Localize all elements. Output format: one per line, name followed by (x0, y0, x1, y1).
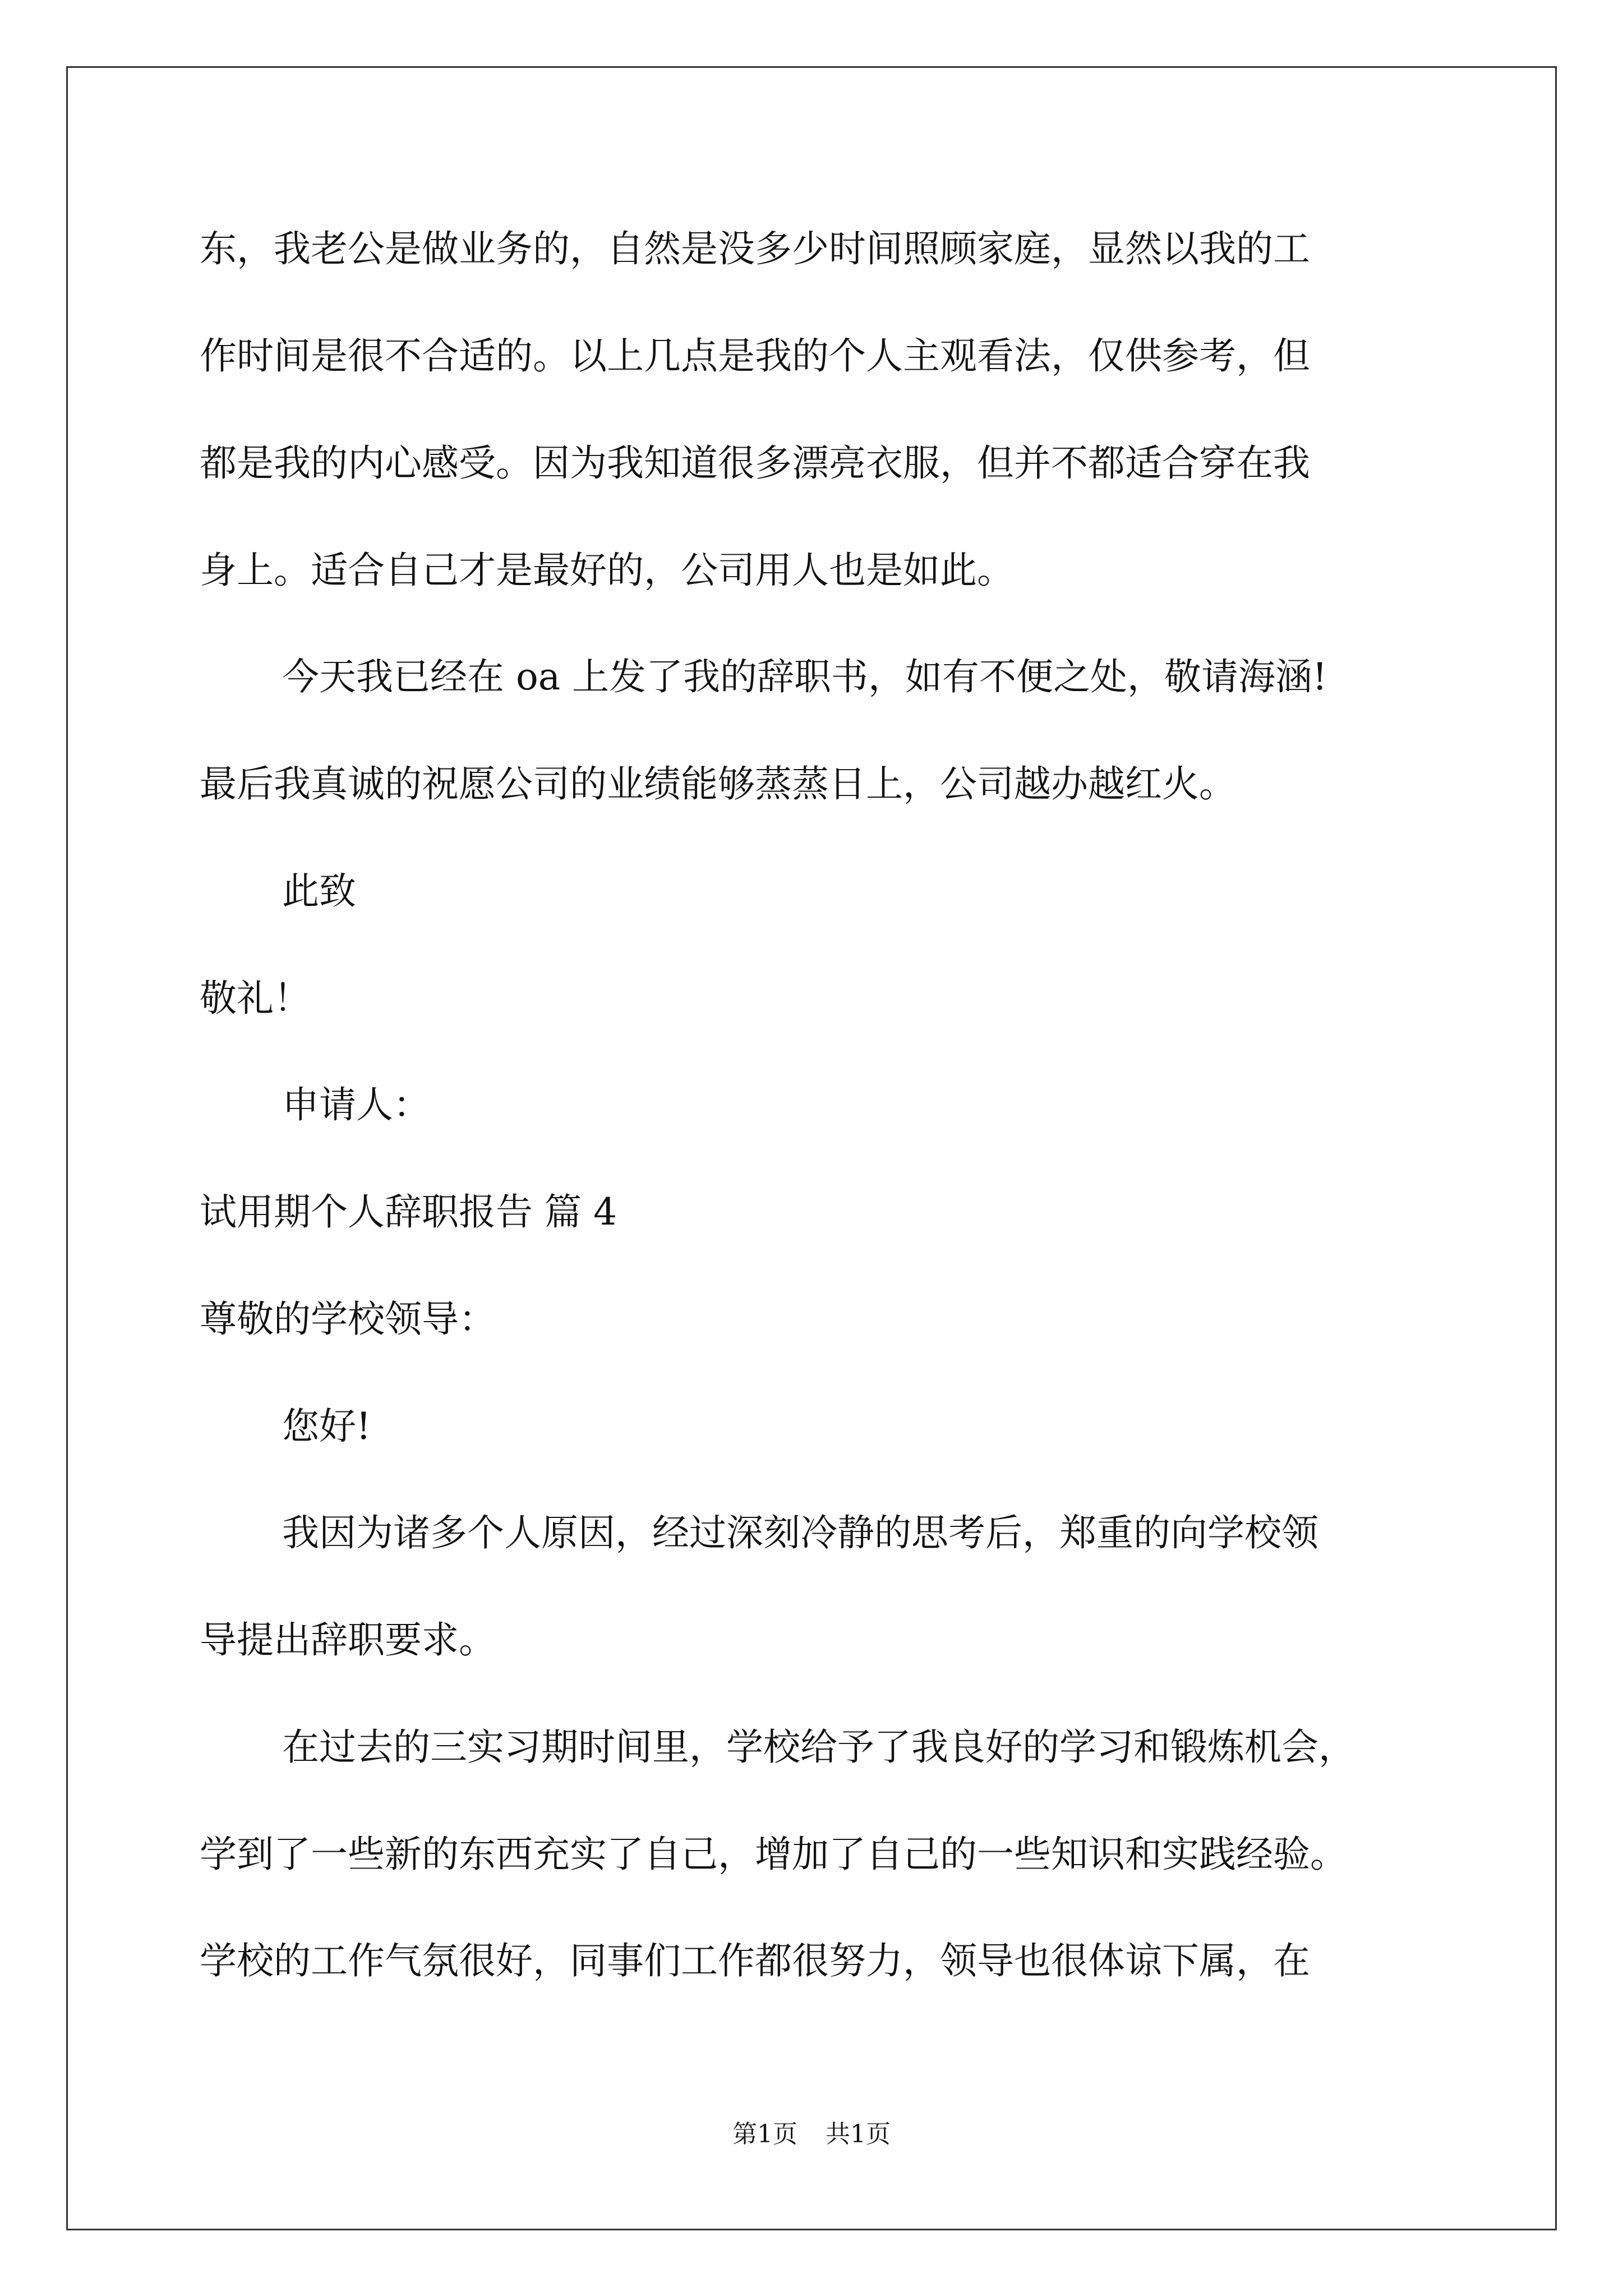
body-line: 作时间是很不合适的。以上几点是我的个人主观看法，仅供参考，但 (200, 334, 1310, 378)
greeting-line: 尊敬的学校领导： (200, 1297, 496, 1341)
body-line: 东，我老公是做业务的，自然是没多少时间照顾家庭，显然以我的工 (200, 227, 1310, 270)
page-footer (0, 2118, 1623, 2151)
body-line: 身上。适合自己才是最好的，公司用人也是如此。 (200, 549, 1014, 592)
body-line: 学到了一些新的东西充实了自己，增加了自己的一些知识和实践经验。 (200, 1833, 1347, 1876)
body-line: 在过去的三实习期时间里，学校给予了我良好的学习和锻炼机会， (282, 1726, 1355, 1769)
salutation-line: 敬礼！ (200, 977, 311, 1020)
page-number: 第1页 (732, 2120, 797, 2148)
body-line: 都是我的内心感受。因为我知道很多漂亮衣服，但并不都适合穿在我 (200, 441, 1310, 485)
body-line: 导提出辞职要求。 (200, 1618, 496, 1662)
page-border (66, 66, 1557, 2230)
section-heading: 试用期个人辞职报告 篇 4 (200, 1190, 617, 1234)
body-line: 今天我已经在 oa 上发了我的辞职书，如有不便之处，敬请海涵! (282, 655, 1327, 698)
body-line: 我因为诸多个人原因，经过深刻冷静的思考后，郑重的向学校领 (282, 1511, 1318, 1554)
greeting-line: 您好! (282, 1405, 371, 1448)
body-line: 最后我真诚的祝愿公司的业绩能够蒸蒸日上，公司越办越红火。 (200, 762, 1236, 806)
applicant-line: 申请人： (282, 1083, 430, 1126)
body-line: 学校的工作气氛很好，同事们工作都很努力，领导也很体谅下属，在 (200, 1939, 1310, 1982)
page-total: 共1页 (826, 2120, 891, 2148)
closing-line: 此致 (282, 869, 356, 913)
